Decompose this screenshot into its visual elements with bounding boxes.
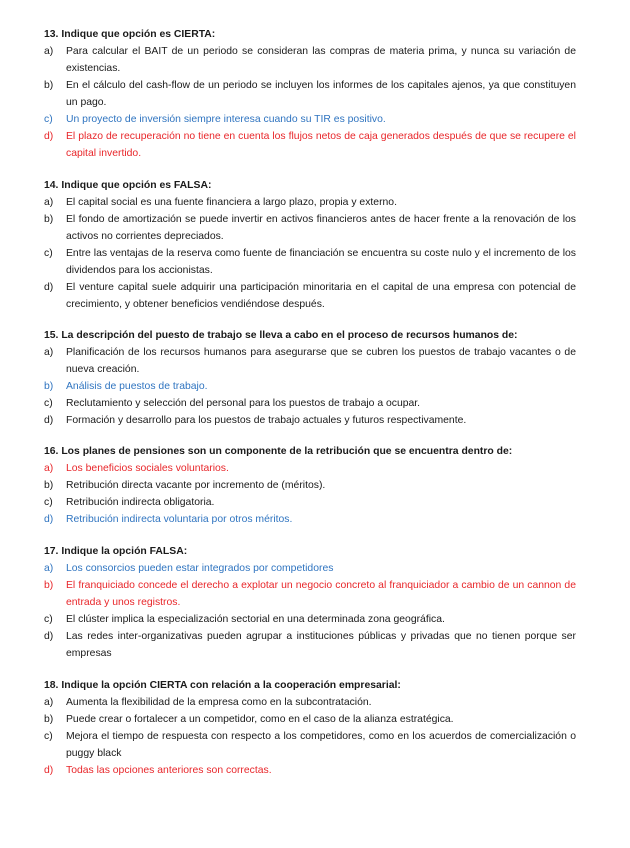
option-letter: b) bbox=[44, 480, 54, 491]
option-c bbox=[44, 494, 576, 511]
option-letter: a) bbox=[44, 697, 54, 708]
question-16 bbox=[44, 443, 576, 528]
option-b bbox=[44, 77, 576, 111]
option-text: Planificación de los recursos humanos para asegurarse que se cubren los puestos de trabajo vacantes o de nueva creación. bbox=[66, 347, 576, 375]
option-b bbox=[44, 477, 576, 494]
option-text: Reclutamiento y selección del personal para los puestos de trabajo a ocupar. bbox=[66, 398, 421, 409]
option-a bbox=[44, 43, 576, 77]
question-14 bbox=[44, 177, 576, 313]
option-b bbox=[44, 711, 576, 728]
option-letter: a) bbox=[44, 463, 54, 474]
option-d bbox=[44, 762, 576, 779]
option-a bbox=[44, 460, 576, 477]
option-letter: d) bbox=[44, 514, 54, 525]
option-letter: b) bbox=[44, 714, 54, 725]
option-b bbox=[44, 577, 576, 611]
option-text: Aumenta la flexibilidad de la empresa como en la subcontratación. bbox=[66, 697, 372, 708]
option-text: Entre las ventajas de la reserva como fuente de financiación se encuentra su coste nulo y el incremento de los dividendos para los accionistas. bbox=[66, 248, 576, 276]
option-letter: a) bbox=[44, 347, 54, 358]
option-text: El clúster implica la especialización sectorial en una determinada zona geográfica. bbox=[66, 614, 445, 625]
option-text: En el cálculo del cash-flow de un periodo se incluyen los informes de los capitales ajenos, ya que constituyen un pago. bbox=[66, 80, 576, 108]
option-text: Los consorcios pueden estar integrados por competidores bbox=[66, 563, 334, 574]
option-letter: a) bbox=[44, 563, 54, 574]
option-letter: c) bbox=[44, 731, 53, 742]
question-title: 18. Indique la opción CIERTA con relación a la cooperación empresarial: bbox=[44, 680, 401, 691]
option-a bbox=[44, 344, 576, 378]
option-a bbox=[44, 694, 576, 711]
option-b bbox=[44, 211, 576, 245]
option-c bbox=[44, 728, 576, 762]
question-18 bbox=[44, 677, 576, 779]
option-text: El venture capital suele adquirir una participación minoritaria en el capital de una empresa con potencial de crecimiento, y obtener beneficios vendiéndose después. bbox=[66, 282, 576, 310]
option-a bbox=[44, 194, 576, 211]
option-letter: b) bbox=[44, 381, 54, 392]
question-13 bbox=[44, 26, 576, 162]
option-text: Retribución directa vacante por incremento de (méritos). bbox=[66, 480, 326, 491]
option-text: Todas las opciones anteriores son correctas. bbox=[66, 765, 272, 776]
question-title: 14. Indique que opción es FALSA: bbox=[44, 180, 212, 191]
option-b bbox=[44, 378, 576, 395]
option-text: Los beneficios sociales voluntarios. bbox=[66, 463, 229, 474]
question-title: 16. Los planes de pensiones son un componente de la retribución que se encuentra dentro de: bbox=[44, 446, 513, 457]
option-letter: d) bbox=[44, 415, 54, 426]
option-text: Para calcular el BAIT de un periodo se consideran las compras de materia prima, y nunca su variación de existencias. bbox=[66, 46, 576, 74]
option-letter: d) bbox=[44, 631, 54, 642]
option-letter: a) bbox=[44, 46, 54, 57]
option-d bbox=[44, 128, 576, 162]
option-text: El plazo de recuperación no tiene en cuenta los flujos netos de caja generados después de que se recupere el capital invertido. bbox=[66, 131, 576, 159]
option-text: Retribución indirecta obligatoria. bbox=[66, 497, 215, 508]
option-letter: d) bbox=[44, 131, 54, 142]
question-15 bbox=[44, 327, 576, 429]
option-letter: a) bbox=[44, 197, 54, 208]
option-text: El capital social es una fuente financiera a largo plazo, propia y externo. bbox=[66, 197, 397, 208]
option-d bbox=[44, 279, 576, 313]
question-title: 13. Indique que opción es CIERTA: bbox=[44, 29, 216, 40]
option-d bbox=[44, 511, 576, 528]
option-c bbox=[44, 395, 576, 412]
option-text: Las redes inter-organizativas pueden agrupar a instituciones públicas y privadas que no tienen porque ser empresas bbox=[66, 631, 576, 659]
option-letter: c) bbox=[44, 614, 53, 625]
question-title: 15. La descripción del puesto de trabajo se lleva a cabo en el proceso de recursos humanos de: bbox=[44, 330, 518, 341]
option-d bbox=[44, 628, 576, 662]
option-text: Puede crear o fortalecer a un competidor, como en el caso de la alianza estratégica. bbox=[66, 714, 454, 725]
option-letter: c) bbox=[44, 114, 53, 125]
option-text: Formación y desarrollo para los puestos de trabajo actuales y futuros respectivamente. bbox=[66, 415, 467, 426]
question-17 bbox=[44, 543, 576, 662]
option-letter: d) bbox=[44, 765, 54, 776]
option-letter: d) bbox=[44, 282, 54, 293]
option-a bbox=[44, 560, 576, 577]
option-c bbox=[44, 111, 576, 128]
option-letter: c) bbox=[44, 497, 53, 508]
option-letter: c) bbox=[44, 248, 53, 259]
option-c bbox=[44, 611, 576, 628]
option-letter: c) bbox=[44, 398, 53, 409]
option-letter: b) bbox=[44, 214, 54, 225]
option-text: Mejora el tiempo de respuesta con respecto a los competidores, como en los acuerdos de comercialización o puggy black bbox=[66, 731, 576, 759]
option-text: Retribución indirecta voluntaria por otros méritos. bbox=[66, 514, 293, 525]
option-letter: b) bbox=[44, 80, 54, 91]
option-text: El fondo de amortización se puede invertir en activos financieros antes de hacer frente a la renovación de los activos no corrientes depreciados. bbox=[66, 214, 576, 242]
option-d bbox=[44, 412, 576, 429]
question-title: 17. Indique la opción FALSA: bbox=[44, 546, 188, 557]
option-text: Análisis de puestos de trabajo. bbox=[66, 381, 208, 392]
option-text: Un proyecto de inversión siempre interesa cuando su TIR es positivo. bbox=[66, 114, 386, 125]
option-letter: b) bbox=[44, 580, 54, 591]
option-text: El franquiciado concede el derecho a explotar un negocio concreto al franquiciador a cambio de un cannon de entrada y unos registros. bbox=[66, 580, 576, 608]
option-c bbox=[44, 245, 576, 279]
